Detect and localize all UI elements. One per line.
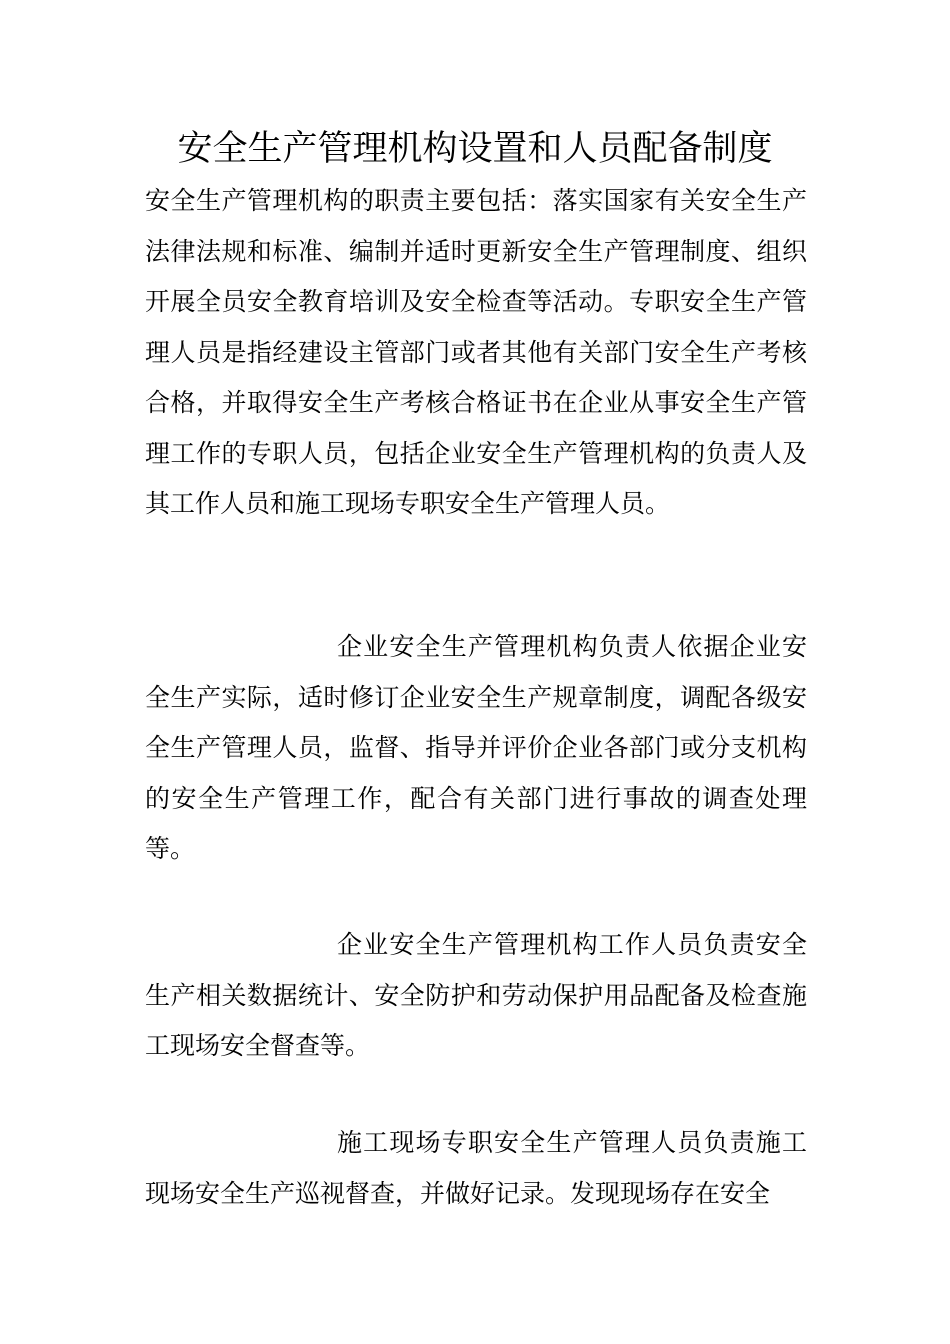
- paragraph-responsibilities: 安全生产管理机构的职责主要包括：落实国家有关安全生产法律法规和标准、编制并适时更新安全生产管理制度、组织开展全员安全教育培训及安全检查等活动。专职安全生产管理人员是指经建设主管部门或者其他有关部门安全生产考核合格，并取得安全生产考核合格证书在企业从事安全生产管理工作的专职人员，包括企业安全生产管理机构的负责人及其工作人员和施工现场专职安全生产管理人员。: [145, 186, 807, 518]
- paragraph-head-duties: 企业安全生产管理机构负责人依据企业安全生产实际，适时修订企业安全生产规章制度，调配各级安全生产管理人员，监督、指导并评价企业各部门或分支机构的安全生产管理工作，配合有关部门进行事故的调查处理等。: [145, 632, 807, 863]
- document-title: 安全生产管理机构设置和人员配备制度: [177, 129, 773, 169]
- paragraph-site-safety-duties: 施工现场专职安全生产管理人员负责施工现场安全生产巡视督查，并做好记录。发现现场存在安全: [145, 1128, 807, 1208]
- paragraph-staff-duties: 企业安全生产管理机构工作人员负责安全生产相关数据统计、安全防护和劳动保护用品配备及检查施工现场安全督查等。: [145, 930, 807, 1060]
